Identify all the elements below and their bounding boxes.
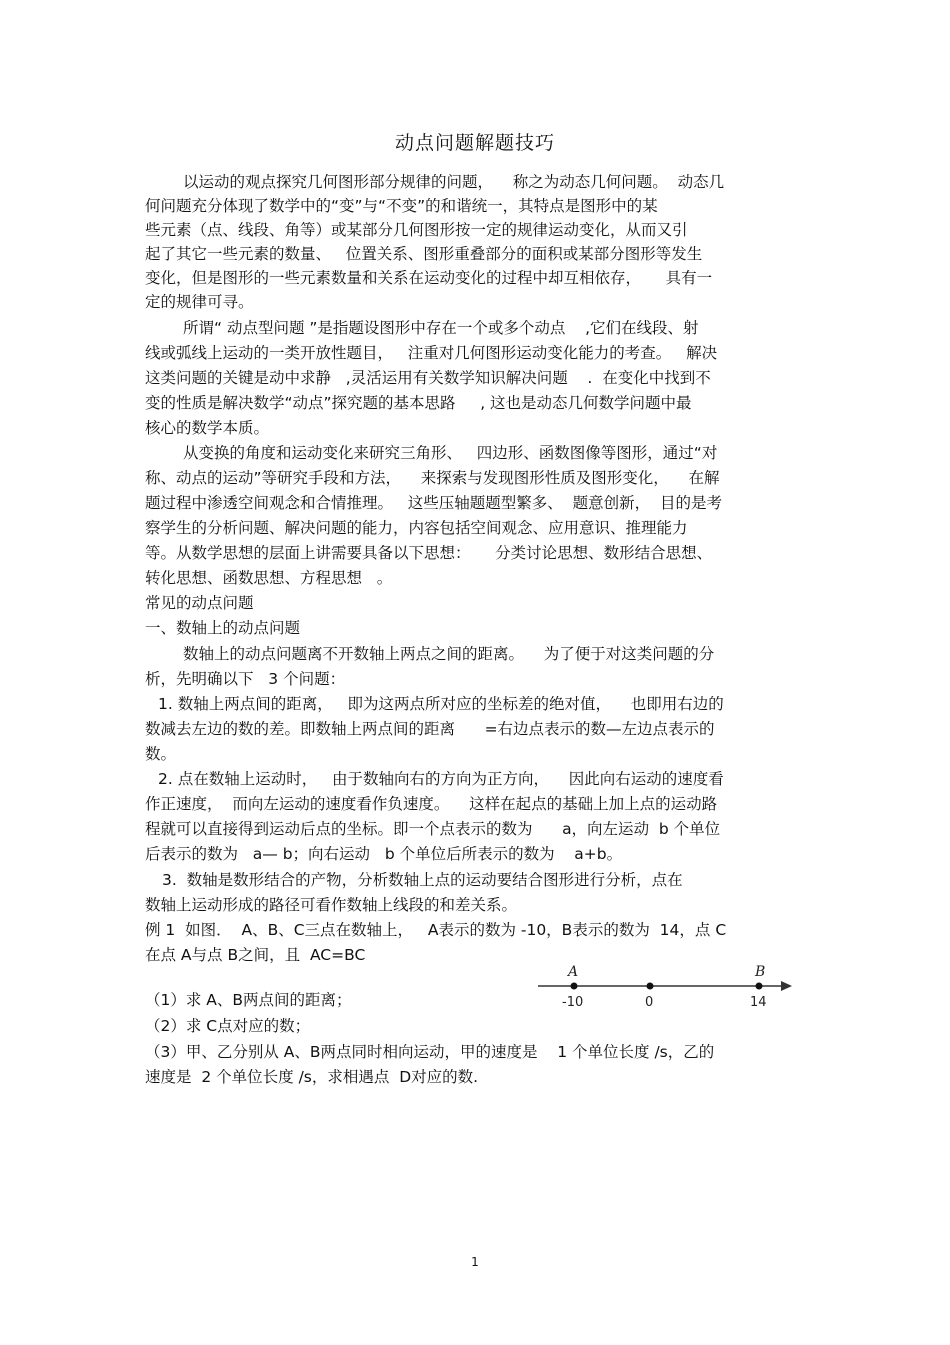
text-line: 变的性质是解决数学“动点”探究题的基本思路 , 这也是动态几何数学问题中最 bbox=[145, 394, 692, 412]
text-line: 作正速度， 而向左运动的速度看作负速度。 这样在起点的基础上加上点的运动路 bbox=[145, 795, 718, 813]
text-line: 所谓“ 动点型问题 ”是指题设图形中存在一个或多个动点 ,它们在线段、射 bbox=[183, 319, 699, 337]
text-line: 数轴上运动形成的路径可看作数轴上线段的和差关系。 bbox=[145, 896, 518, 914]
text-line: 析，先明确以下 3 个问题： bbox=[145, 670, 346, 688]
text-line: （1）求 A、B两点间的距离； bbox=[145, 991, 352, 1009]
text-line: 速度是 2 个单位长度 /s，求相遇点 D对应的数. bbox=[145, 1068, 479, 1086]
tick-label-neg10: -10 bbox=[562, 995, 584, 1010]
page-number: 1 bbox=[471, 1255, 479, 1269]
text-line: 数减去左边的数的差。即数轴上两点间的距离 =右边点表示的数—左边点表示的 bbox=[145, 720, 715, 738]
text-line: 数。 bbox=[145, 745, 177, 763]
text-line: 例 1 如图． A、B、C三点在数轴上， A表示的数为 -10，B表示的数为 14，点 C bbox=[145, 921, 727, 939]
text-line: 些元素（点、线段、角等）或某部分几何图形按一定的规律运动变化，从而又引 bbox=[145, 221, 688, 239]
tick-label-14: 14 bbox=[750, 995, 767, 1010]
text-line: 核心的数学本质。 bbox=[145, 419, 270, 437]
text-line: 等。从数学思想的层面上讲需要具备以下思想： 分类讨论思想、数形结合思想、 bbox=[145, 544, 713, 562]
text-line: 定的规律可寻。 bbox=[145, 293, 254, 311]
text-line: 后表示的数为 a— b；向右运动 b 个单位后所表示的数为 a+b。 bbox=[145, 845, 623, 863]
text-line: 在点 A与点 B之间，且 AC=BC bbox=[145, 946, 366, 964]
text-line: 以运动的观点探究几何图形部分规律的问题， 称之为动态几何问题。 动态几 bbox=[183, 173, 725, 191]
text-line: 常见的动点问题 bbox=[145, 594, 254, 612]
text-line: （3）甲、乙分别从 A、B两点同时相向运动，甲的速度是 1 个单位长度 /s，乙的 bbox=[145, 1043, 715, 1061]
text-line: 这类问题的关键是动中求静 ,灵活运用有关数学知识解决问题 . 在变化中找到不 bbox=[145, 369, 711, 387]
axis-arrow-icon bbox=[781, 981, 792, 991]
text-line: 从变换的角度和运动变化来研究三角形、 四边形、函数图像等图形，通过“对 bbox=[183, 444, 718, 462]
text-line: 线或弧线上运动的一类开放性题目， 注重对几何图形运动变化能力的考查。 解决 bbox=[145, 344, 718, 362]
tick-label-0: 0 bbox=[645, 995, 654, 1010]
text-line: 数轴上的动点问题离不开数轴上两点之间的距离。 为了便于对这类问题的分 bbox=[183, 645, 715, 663]
text-line: 题过程中渗透空间观念和合情推理。 这些压轴题题型繁多、 题意创新， 目的是考 bbox=[145, 494, 722, 512]
text-line: 转化思想、函数思想、方程思想 。 bbox=[145, 569, 393, 587]
text-line: 2. 点在数轴上运动时， 由于数轴向右的方向为正方向， 因此向右运动的速度看 bbox=[158, 770, 724, 788]
text-line: （2）求 C点对应的数； bbox=[145, 1017, 311, 1035]
point-label-b: B bbox=[755, 964, 766, 980]
text-line: 3. 数轴是数形结合的产物，分析数轴上点的运动要结合图形进行分析，点在 bbox=[162, 871, 683, 889]
text-line: 称、动点的运动”等研究手段和方法， 来探索与发现图形性质及图形变化， 在解 bbox=[145, 469, 720, 487]
number-line-figure bbox=[530, 964, 800, 1014]
point-label-a: A bbox=[568, 964, 579, 980]
point-b-dot bbox=[756, 983, 763, 990]
point-a-dot bbox=[571, 983, 578, 990]
text-line: 变化，但是图形的一些元素数量和关系在运动变化的过程中却互相依存， 具有一 bbox=[145, 269, 713, 287]
text-line: 起了其它一些元素的数量、 位置关系、图形重叠部分的面积或某部分图形等发生 bbox=[145, 245, 703, 263]
page-title: 动点问题解题技巧 bbox=[394, 132, 555, 154]
text-line: 何问题充分体现了数学中的“变”与“不变”的和谐统一，其特点是图形中的某 bbox=[145, 197, 658, 215]
text-line: 1. 数轴上两点间的距离， 即为这两点所对应的坐标差的绝对值， 也即用右边的 bbox=[158, 695, 724, 713]
text-line: 一、数轴上的动点问题 bbox=[145, 619, 301, 637]
text-line: 程就可以直接得到运动后点的坐标。即一个点表示的数为 a，向左运动 b 个单位 bbox=[145, 820, 721, 838]
text-line: 察学生的分析问题、解决问题的能力，内容包括空间观念、应用意识、推理能力 bbox=[145, 519, 688, 537]
point-origin-dot bbox=[647, 983, 654, 990]
